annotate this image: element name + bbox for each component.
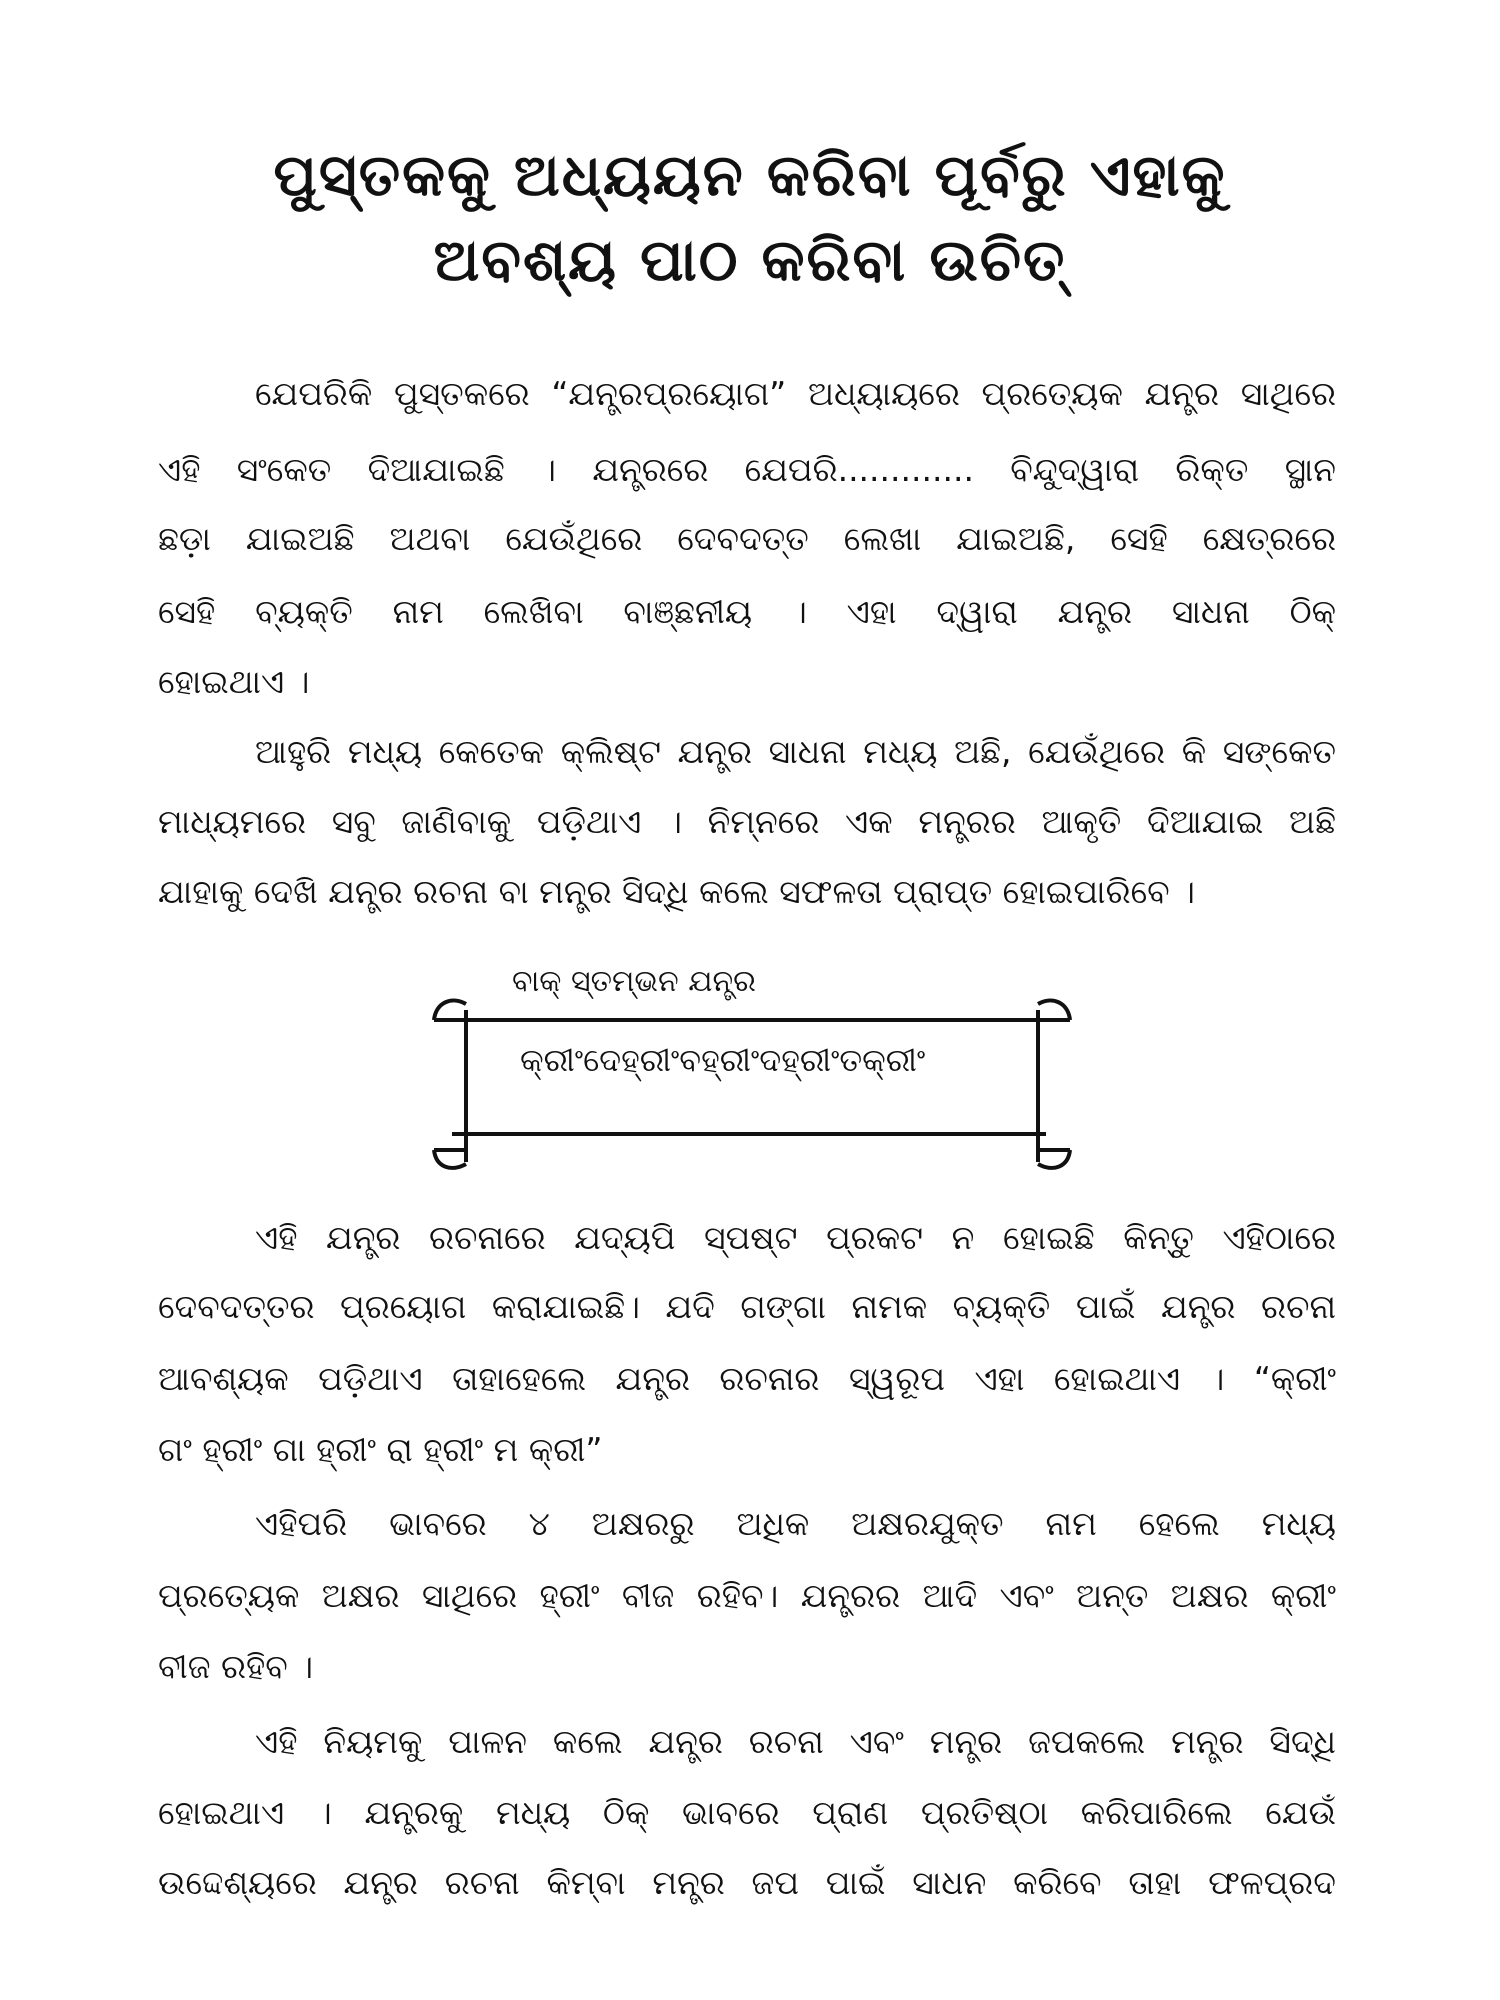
yantra-mantra-text: କ୍ରୀଂଦେହ୍ରୀଂବହ୍ରୀଂଦହ୍ରୀଂତକ୍ରୀଂ <box>520 1041 926 1079</box>
paragraph-4-line: ବୀଜ ରହିବ । <box>158 1647 314 1686</box>
paragraph-1-line: ହୋଇଥାଏ । <box>158 662 310 701</box>
paragraph-4-line: ପ୍ରତ୍ୟେକ ଅକ୍ଷର ସାଥିରେ ହ୍ରୀଂ ବୀଜ ରହିବ। ଯନ୍ତ୍ରର ଆଦି ଏବଂ ଅନ୍ତ ଅକ୍ଷର କ୍ରୀଂ <box>158 1576 1336 1615</box>
paragraph-3-line: ଏହି ଯନ୍ତ୍ର ରଚନାରେ ଯଦ୍ୟପି ସ୍ପଷ୍ଟ ପ୍ରକଟ ନ ହୋଇଛି କିନ୍ତୁ ଏହିଠାରେ <box>255 1218 1336 1257</box>
paragraph-3-line: ଦେବଦତ୍ତର ପ୍ରୟୋଗ କରାଯାଇଛି। ଯଦି ଗଙ୍ଗା ନାମକ ବ୍ୟକ୍ତି ପାଇଁ ଯନ୍ତ୍ର ରଚନା <box>158 1287 1336 1326</box>
paragraph-2-line: ଯାହାକୁ ଦେଖି ଯନ୍ତ୍ର ରଚନା ବା ମନ୍ତ୍ର ସିଦ୍ଧି କଲେ ସଫଳତା ପ୍ରାପ୍ତ ହୋଇପାରିବେ । <box>158 872 1195 911</box>
yantra-label: ବାକ୍ ସ୍ତମ୍ଭନ ଯନ୍ତ୍ର <box>512 964 756 999</box>
paragraph-3-line: ଗଂ ହ୍ରୀଂ ଗା ହ୍ରୀଂ ରା ହ୍ରୀଂ ମ କ୍ରୀ” <box>158 1430 603 1469</box>
paragraph-5-line: ଏହି ନିୟମକୁ ପାଳନ କଲେ ଯନ୍ତ୍ର ରଚନା ଏବଂ ମନ୍ତ୍ର ଜପକଲେ ମନ୍ତ୍ର ସିଦ୍ଧି <box>255 1722 1336 1761</box>
paragraph-1-line: ଛଡ଼ା ଯାଇଅଛି ଅଥବା ଯେଉଁଥିରେ ଦେବଦତ୍ତ ଲେଖା ଯାଇଅଛି, ସେହି କ୍ଷେତ୍ରରେ <box>158 519 1336 558</box>
paragraph-2-line: ମାଧ୍ୟମରେ ସବୁ ଜାଣିବାକୁ ପଡ଼ିଥାଏ । ନିମ୍ନରେ ଏକ ମନ୍ତ୍ରର ଆକୃତି ଦିଆଯାଇ ଅଛି <box>158 802 1336 841</box>
paragraph-1-line: ଏହି ସଂକେତ ଦିଆଯାଇଛି । ଯନ୍ତ୍ରରେ ଯେପରି............. ବିନ୍ଦୁଦ୍ୱାରା ରିକ୍ତ ସ୍ଥାନ <box>158 450 1336 489</box>
paragraph-1-line: ଯେପରିକି ପୁସ୍ତକରେ “ଯନ୍ତ୍ରପ୍ରୟୋଗ” ଅଧ୍ୟାୟରେ ପ୍ରତ୍ୟେକ ଯନ୍ତ୍ର ସାଥିରେ <box>255 374 1336 413</box>
page-heading-line-1: ପୁସ୍ତକକୁ ଅଧ୍ୟୟନ କରିବା ପୂର୍ବରୁ ଏହାକୁ <box>273 141 1227 209</box>
paragraph-4-line: ଏହିପରି ଭାବରେ ୪ ଅକ୍ଷରରୁ ଅଧିକ ଅକ୍ଷରଯୁକ୍ତ ନାମ ହେଲେ ମଧ୍ୟ <box>255 1504 1336 1543</box>
paragraph-1-line: ସେହି ବ୍ୟକ୍ତି ନାମ ଲେଖିବା ବାଞ୍ଛନୀୟ । ଏହା ଦ୍ୱାରା ଯନ୍ତ୍ର ସାଧନା ଠିକ୍ <box>158 592 1336 631</box>
paragraph-5-line: ହୋଇଥାଏ । ଯନ୍ତ୍ରକୁ ମଧ୍ୟ ଠିକ୍ ଭାବରେ ପ୍ରାଣ ପ୍ରତିଷ୍ଠା କରିପାରିଲେ ଯେଉଁ <box>158 1793 1336 1832</box>
paragraph-3-line: ଆବଶ୍ୟକ ପଡ଼ିଥାଏ ତାହାହେଲେ ଯନ୍ତ୍ର ରଚନାର ସ୍ୱରୂପ ଏହା ହୋଇଥାଏ । “କ୍ରୀଂ <box>158 1359 1336 1398</box>
paragraph-5-line: ଉଦ୍ଦେଶ୍ୟରେ ଯନ୍ତ୍ର ରଚନା କିମ୍ବା ମନ୍ତ୍ର ଜପ ପାଇଁ ସାଧନ କରିବେ ତାହା ଫଳପ୍ରଦ <box>158 1863 1336 1902</box>
page-heading-line-2: ଅବଶ୍ୟ ପାଠ କରିବା ଉଚିତ୍ <box>433 226 1067 294</box>
paragraph-2-line: ଆହୁରି ମଧ୍ୟ କେତେକ କ୍ଲିଷ୍ଟ ଯନ୍ତ୍ର ସାଧନା ମଧ୍ୟ ଅଛି, ଯେଉଁଥିରେ କି ସଙ୍କେତ <box>255 732 1336 771</box>
